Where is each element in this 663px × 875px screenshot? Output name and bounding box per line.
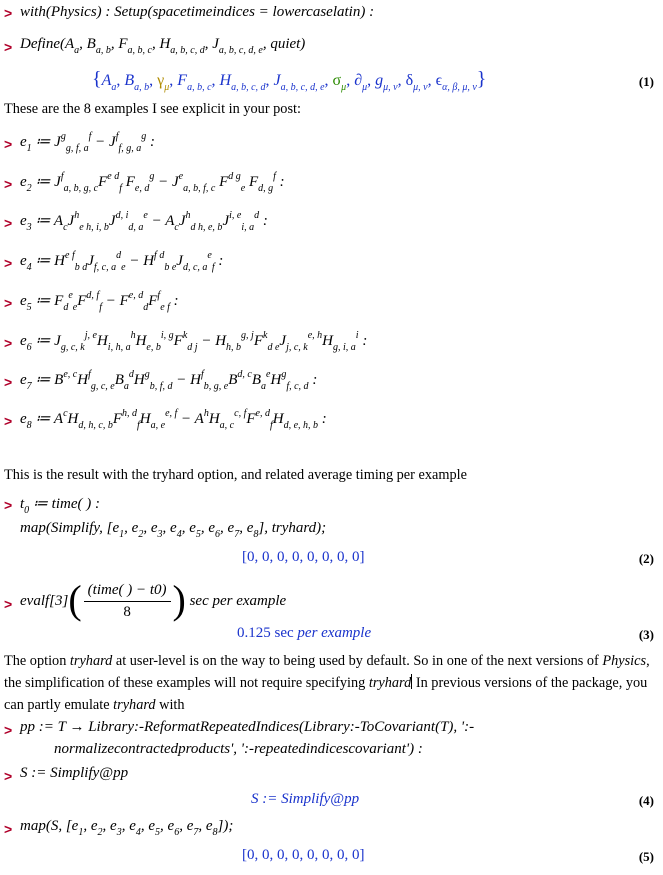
prompt-marker: > (4, 295, 13, 311)
prompt-marker: > (4, 722, 13, 738)
equation-label: (2) (638, 551, 654, 566)
map-result-output: [0, 0, 0, 0, 0, 0, 0, 0] (242, 549, 365, 565)
prompt-marker: > (4, 176, 13, 192)
e8-input[interactable]: $e_8$ ≔ $A^cH_{d, h, c, b}F^{h, d}_fH_{a, e}^{e, f} - A^hH_{a, c}^{c, f}F^{e, d}_fH_{d, e, h, b}$ : (20, 408, 327, 431)
equation-label: (3) (638, 627, 654, 642)
timing-text: per example (297, 625, 372, 641)
pp-command-input-continued[interactable]: normalizecontractedproducts', ':-repeatedindicescovariant') : (54, 741, 423, 757)
t0-command-input[interactable]: $t_0$ ≔ time( ) : (20, 496, 100, 516)
prompt-marker: > (4, 413, 13, 429)
prompt-marker: > (4, 374, 13, 390)
prompt-marker: > (4, 768, 13, 784)
pp-command-input[interactable]: pp := T → Library:-ReformatRepeatedIndices(Library:-ToCovariant(T), ':- (20, 719, 475, 735)
timing-value: 0.125 (237, 625, 271, 641)
paragraph-examples: These are the 8 examples I see explicit in your post: (4, 101, 301, 117)
prompt-marker: > (4, 136, 13, 152)
setup-command-input[interactable]: with(Physics) : Setup(spacetimeindices = lowercaselatin) : (20, 4, 375, 20)
e3-input[interactable]: $e_3$ ≔ $A_cJ^h_{e h, i, b}J^{d, i}_{d, a}^e - A_cJ^h_{d h, e, b}J^{i, e}_{i, a}^d$ : (20, 210, 268, 233)
s-command-input[interactable]: S := Simplify@pp (20, 765, 129, 781)
evalf-suffix: sec per example (189, 593, 287, 609)
evalf-prefix: evalf[3] (20, 593, 69, 609)
timing-unit: sec (274, 625, 294, 641)
prompt-marker: > (4, 39, 13, 55)
evalf-fraction (84, 582, 171, 621)
e2-input[interactable]: $e_2$ ≔ $J^f_{a, b, g, c}F^{e d}_f$ $F_{e, d}^g - J^e_{a, b, f, c}$ $F^{d g}_e$ $F_{d, g}^f$ : (20, 171, 285, 194)
fraction-numerator: (time( ) − t0) (84, 582, 171, 602)
map-simplify-input[interactable]: map(Simplify, [$e_1$, $e_2$, $e_3$, $e_4$, $e_5$, $e_6$, $e_7$, $e_8$], tryhard); (20, 520, 327, 540)
fraction-denominator: 8 (123, 604, 131, 621)
prompt-marker: > (4, 497, 13, 513)
equation-label: (1) (638, 74, 654, 89)
prompt-marker: > (4, 821, 13, 837)
equation-label: (4) (638, 793, 654, 808)
paragraph-default: The option tryhard at user-level is on the way to being used by default. So in one of the next versions of Physics, the simplification of these examples will not require specifying tryhard In previous versions of the package, you can partly emulate tryhard with (4, 653, 650, 713)
s-output: S := Simplify@pp (251, 791, 360, 807)
e5-input[interactable]: $e_5$ ≔ $F_d^e_eF^{d, f}_f - F^{e, d}_dF^f_{e f}$ : (20, 290, 179, 313)
prompt-marker: > (4, 255, 13, 271)
e6-input[interactable]: $e_6$ ≔ $J_{g, c, k}^{j, e}H_{i, h, a}^hH_{e, b}^{i, g}F^k_{d j} - H_{h, b}^{g, j}F^k_{d e}J_{j, c, k}^{e, h}H_{g, i, a}^i$ : (20, 330, 368, 353)
e4-input[interactable]: $e_4$ ≔ $H^{e f}_{b d}J_{f, c, a}^d_e - H^{f d}_{b e}J_{d, c, a}^e_f$ : (20, 250, 224, 273)
map-s-command-input[interactable]: map(S, [$e_1$, $e_2$, $e_3$, $e_4$, $e_5$, $e_6$, $e_7$, $e_8$]); (20, 818, 234, 838)
e7-input[interactable]: $e_7$ ≔ $B^{e, c}H^f_{g, c, e}B_a^dH^g_{b, f, d} - H^f_{b, g, e}B^{d, c}B_a^eH^g_{f, c, d}$ : (20, 369, 318, 392)
e1-input[interactable]: $e_1$ ≔ $J^g_{g, f, a}^f - J^f_{f, g, a}^g$ : (20, 131, 156, 154)
define-output: {$A_a$, $B_{a, b}$, $\gamma_\mu$, $F_{a, b, c}$, $H_{a, b, c, d}$, $J_{a, b, c, d, e}$, $\sigma_\mu$, $\partial_\mu$, $g_{\mu, \nu}$, $\delta_{\mu, \nu}$, $\epsilon_{\alpha, \beta, \mu, \nu}$} (92, 68, 487, 93)
prompt-marker: > (4, 5, 13, 21)
paragraph-tryhard: This is the result with the tryhard option, and related average timing per example (4, 467, 467, 483)
prompt-marker: > (4, 215, 13, 231)
map-s-result-output: [0, 0, 0, 0, 0, 0, 0, 0] (242, 847, 365, 863)
evalf-command-input[interactable]: evalf[3]( $\frac{\text{(time( ) − t0)}}{8}$ ) sec per example (20, 577, 287, 622)
equation-label: (5) (638, 849, 654, 864)
define-command-input[interactable]: $Define(A_a$, $B_{a, b}$, $F_{a, b, c}$, $H_{a, b, c, d}$, $J_{a, b, c, d, e}$, quiet) (20, 36, 306, 56)
timing-output (237, 625, 371, 642)
prompt-marker: > (4, 335, 13, 351)
prompt-marker: > (4, 596, 13, 612)
